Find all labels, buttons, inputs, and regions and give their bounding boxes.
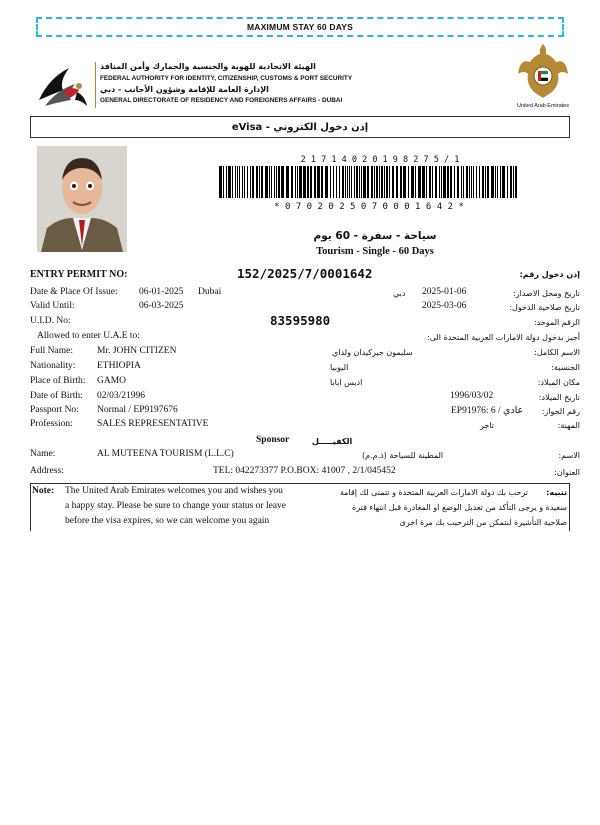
nationality-label-ar: الجنسية: bbox=[551, 363, 580, 372]
date-of-birth-value: 02/03/21996 bbox=[97, 391, 146, 401]
full-name-label: Full Name: bbox=[30, 346, 74, 356]
date-of-birth-label-ar: تاريخ الميلاد: bbox=[538, 393, 580, 402]
sponsor-heading: Sponsor bbox=[256, 435, 290, 445]
visa-type-arabic: سياحة - سفرة - 60 يوم bbox=[313, 230, 437, 242]
profession-label: Profession: bbox=[30, 419, 73, 429]
note-label: Note: bbox=[32, 486, 55, 496]
note-ar-line-3: صلاحية التأشيرة لنتمكن من الترحيب بك مرة اخرى bbox=[399, 518, 567, 527]
barcode-icon bbox=[219, 166, 519, 198]
sponsor-name-label: Name: bbox=[30, 449, 56, 459]
person-photo-icon bbox=[37, 146, 127, 252]
allowed-label: Allowed to enter U.A.E to: bbox=[37, 331, 140, 341]
uid-label: U.I.D. No: bbox=[30, 316, 71, 326]
note-line-2: a happy stay. Please be sure to change your status or leave bbox=[65, 501, 286, 511]
banner-text: MAXIMUM STAY 60 DAYS bbox=[246, 22, 354, 32]
authority-arabic-title: الهيئة الاتحادية للهوية والجنسية والجمارك وأمن المنافذ bbox=[100, 62, 316, 71]
uae-emblem bbox=[516, 40, 570, 102]
valid-until-date: 06-03-2025 bbox=[139, 301, 184, 311]
profession-value: SALES REPRESENTATIVE bbox=[97, 419, 209, 429]
valid-until-label: Valid Until: bbox=[30, 301, 75, 311]
logo-divider bbox=[95, 62, 96, 108]
date-of-birth-value-ar: 1996/03/02 bbox=[450, 391, 494, 401]
passport-value: Normal / EP9197676 bbox=[97, 405, 178, 415]
note-line-3: before the visa expires, so we can welcome you again bbox=[65, 516, 270, 526]
issue-place-ar: دبي bbox=[393, 289, 406, 298]
full-name-value-ar: سليمون جيركيدان ولداي bbox=[332, 348, 413, 357]
uid-value: 83595980 bbox=[270, 313, 331, 328]
nationality-value: ETHIOPIA bbox=[97, 361, 141, 371]
passport-value-ar: EP91976: 6 / عادي bbox=[451, 406, 524, 416]
sponsor-address-label: Address: bbox=[30, 466, 64, 476]
directorate-arabic: الإدارة العامة للإقامة وشؤون الأجانب - دبي bbox=[100, 85, 269, 94]
issue-label: Date & Place Of Issue: bbox=[30, 287, 118, 297]
note-ar-line-2: سعيدة و يرجى التأكد من تعديل الوضع او المغادرة قبل انتهاء فترة bbox=[352, 503, 567, 512]
entry-permit-label-ar: إذن دخول رقم: bbox=[519, 270, 580, 279]
nationality-label: Nationality: bbox=[30, 361, 76, 371]
barcode-bottom-number: * 0 7 0 2 0 2 5 0 7 0 0 0 1 6 4 2 * bbox=[274, 202, 464, 212]
maximum-stay-banner bbox=[36, 17, 564, 37]
profession-value-ar: تاجر bbox=[480, 421, 495, 430]
issue-date-ar: 2025-01-06 bbox=[422, 287, 467, 297]
place-of-birth-label-ar: مكان الميلاد: bbox=[537, 378, 580, 387]
note-label-ar: تنبيه: bbox=[546, 488, 567, 497]
applicant-photo bbox=[37, 146, 127, 252]
issue-date: 06-01-2025 bbox=[139, 287, 184, 297]
profession-label-ar: المهنة: bbox=[557, 421, 580, 430]
directorate-english: GENERAL DIRECTORATE OF RESIDENCY AND FOREIGNERS AFFAIRS - DUBAI bbox=[100, 97, 343, 104]
sponsor-name-value-ar: المطينة للسياحة (ذ.م.م) bbox=[362, 451, 444, 460]
sponsor-name-value: AL MUTEENA TOURISM (L.L.C) bbox=[97, 449, 234, 459]
uae-falcon-emblem-icon bbox=[516, 40, 570, 102]
barcode-top-number: 2 1 7 1 4 0 2 0 1 9 8 2 7 5 / 1 bbox=[300, 155, 460, 165]
place-of-birth-value: GAMO bbox=[97, 376, 127, 386]
sponsor-address-value: TEL: 042273377 P.O.BOX: 41007 , 2/1/045452 bbox=[213, 466, 396, 476]
valid-until-date-ar: 2025-03-06 bbox=[422, 301, 467, 311]
valid-until-label-ar: تاريخ صلاحية الدخول: bbox=[509, 303, 580, 312]
uid-label-ar: الرقم الموحد: bbox=[533, 318, 580, 327]
emblem-caption: United Arab Emirates bbox=[517, 103, 569, 109]
passport-label-ar: رقم الجواز: bbox=[541, 407, 580, 416]
note-line-1: The United Arab Emirates welcomes you and wishes you bbox=[65, 486, 283, 496]
barcode bbox=[219, 166, 519, 198]
place-of-birth-label: Place of Birth: bbox=[30, 376, 86, 386]
date-of-birth-label: Date of Birth: bbox=[30, 391, 83, 401]
sponsor-heading-ar: الكفيـــــل bbox=[312, 437, 353, 446]
authority-english-title: FEDERAL AUTHORITY FOR IDENTITY, CITIZENSHIP, CUSTOMS & PORT SECURITY bbox=[100, 75, 353, 82]
sponsor-address-label-ar: العنوان: bbox=[554, 468, 580, 477]
nationality-value-ar: اليوبيا bbox=[330, 363, 349, 372]
full-name-value: Mr. JOHN CITIZEN bbox=[97, 346, 177, 356]
note-ar-line-1: ترحب بك دولة الامارات العربية المتحدة و تتمنى لك إقامة bbox=[339, 488, 528, 497]
falcon-logo-icon bbox=[35, 60, 90, 112]
evisa-title-box bbox=[30, 116, 570, 138]
entry-permit-number: 152/2025/7/0001642 bbox=[237, 266, 373, 281]
place-of-birth-value-ar: اديس ابابا bbox=[330, 378, 363, 387]
sponsor-name-label-ar: الاسم: bbox=[558, 451, 580, 460]
visa-type-english: Tourism - Single - 60 Days bbox=[316, 246, 434, 257]
issue-place: Dubai bbox=[198, 287, 222, 297]
full-name-label-ar: الاسم الكامل: bbox=[534, 348, 580, 357]
authority-logo bbox=[35, 60, 90, 112]
evisa-title: إذن دخول الكتروني - eVisa bbox=[231, 121, 369, 133]
entry-permit-label: ENTRY PERMIT NO: bbox=[30, 269, 128, 280]
allowed-label-ar: أجيز بدخول دولة الامارات العربية المتحدة الى: bbox=[427, 333, 580, 342]
passport-label: Passport No: bbox=[30, 405, 79, 415]
issue-label-ar: تاريخ ومحل الاصدار: bbox=[513, 289, 580, 298]
